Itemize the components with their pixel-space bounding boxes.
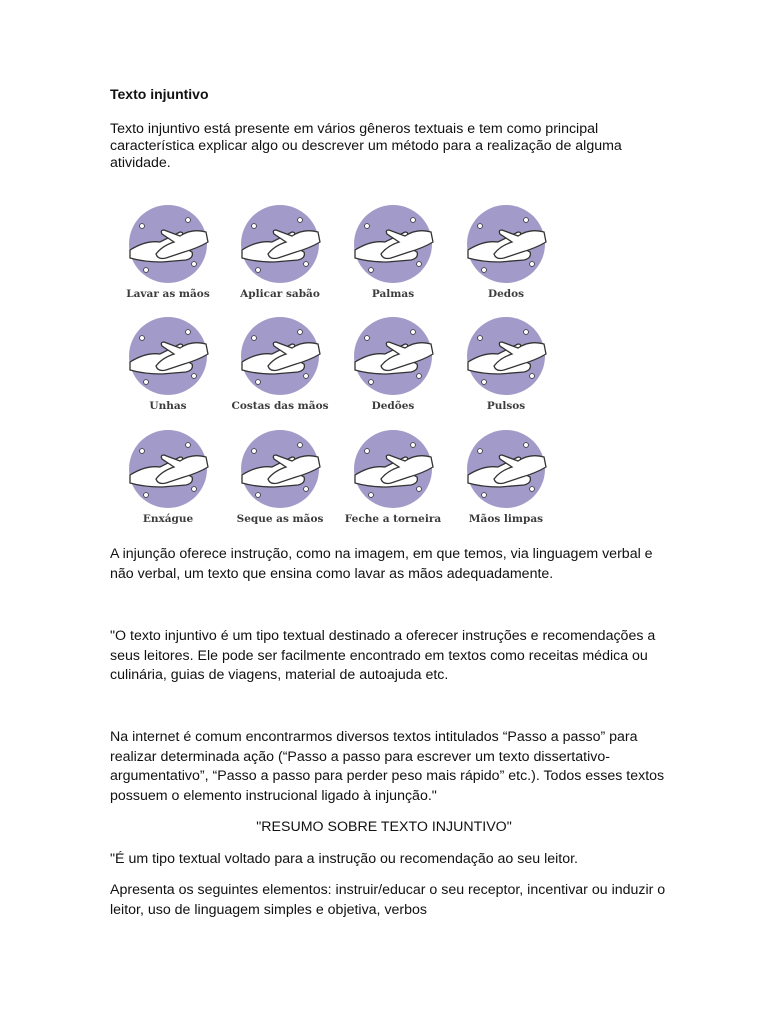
- clean-hands-icon: [460, 427, 552, 513]
- step-2: [224, 200, 336, 312]
- paragraph-summary: "É um tipo textual voltado para a instrução ou recomendação ao seu leitor.: [110, 851, 578, 867]
- intro-paragraph: Texto injuntivo está presente em vários gêneros textuais e tem como principal característica explicar algo ou descrever um método para a realização de alguma atividade.: [110, 121, 622, 171]
- water-hands-icon: [122, 202, 214, 288]
- step-caption: Aplicar sabão: [240, 288, 320, 300]
- palms-icon: [347, 202, 439, 288]
- step-3: [337, 200, 449, 312]
- step-9: [112, 425, 224, 537]
- step-1: [112, 200, 224, 312]
- step-caption: Dedos: [487, 288, 525, 300]
- towel-icon: [234, 427, 326, 513]
- paragraph-definition-quote: "O texto injuntivo é um tipo textual destinado a oferecer instruções e recomendações a seus leitores. Ele pode ser facilmente encontrado em textos como receitas médica ou culinária, guias de viagens, material de autoajuda etc.: [110, 628, 656, 683]
- rinse-icon: [122, 427, 214, 513]
- document-title: Texto injuntivo: [110, 86, 209, 102]
- step-caption: Unhas: [149, 400, 187, 412]
- step-6: [224, 312, 336, 424]
- step-caption: Enxágue: [142, 513, 194, 525]
- step-caption: Mãos limpas: [468, 513, 544, 525]
- handwashing-steps-figure: [112, 200, 562, 536]
- step-caption: Dedões: [371, 400, 415, 412]
- soap-dispenser-icon: [234, 202, 326, 288]
- step-11: [337, 425, 449, 537]
- faucet-icon: [347, 427, 439, 513]
- step-caption: Seque as mãos: [236, 513, 324, 525]
- step-5: [112, 312, 224, 424]
- step-8: [450, 312, 562, 424]
- step-caption: Palmas: [371, 288, 415, 300]
- paragraph-elements: Apresenta os seguintes elementos: instruir/educar o seu receptor, incentivar ou induzir o leitor, uso de linguagem simples e objetiva, verbos: [110, 882, 666, 918]
- step-7: [337, 312, 449, 424]
- paragraph-internet-examples: Na internet é comum encontrarmos diversos textos intitulados “Passo a passo” para realizar determinada ação (“Passo a passo para escrever um texto dissertativo-argumentativo”, “Passo a passo para perder peso mais rápido” etc.). Todos esses textos possuem o elemento instrucional ligado à injunção.": [110, 729, 665, 804]
- wrists-icon: [460, 314, 552, 400]
- paragraph-injuncao: A injunção oferece instrução, como na imagem, em que temos, via linguagem verbal e não verbal, um texto que ensina como lavar as mãos adequadamente.: [110, 546, 653, 582]
- step-caption: Pulsos: [486, 400, 526, 412]
- step-caption: Feche a torneira: [344, 513, 442, 525]
- summary-heading: "RESUMO SOBRE TEXTO INJUNTIVO": [256, 819, 512, 835]
- step-12: [450, 425, 562, 537]
- nails-icon: [122, 314, 214, 400]
- fingers-icon: [460, 202, 552, 288]
- back-of-hands-icon: [234, 314, 326, 400]
- step-caption: Costas das mãos: [231, 400, 329, 412]
- step-10: [224, 425, 336, 537]
- step-caption: Lavar as mãos: [126, 288, 210, 300]
- thumbs-icon: [347, 314, 439, 400]
- step-4: [450, 200, 562, 312]
